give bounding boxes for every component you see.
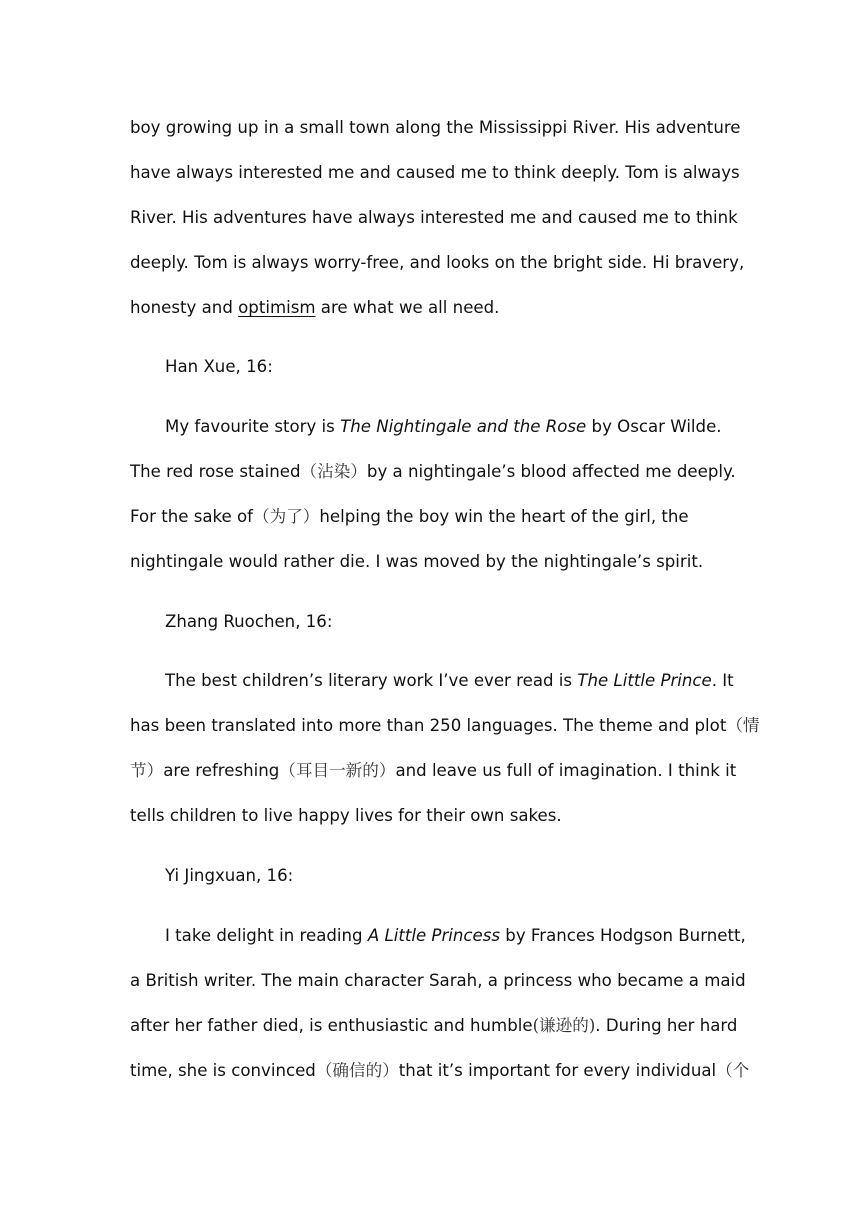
text-segment: are refreshing xyxy=(163,761,280,780)
text-segment: For the sake of xyxy=(130,507,254,526)
text-segment: . During her hard xyxy=(595,1016,738,1035)
paragraph-line: nightingale would rather die. I was moved by the nightingale’s spirit. xyxy=(130,552,704,571)
paragraph-line: have always interested me and caused me to think deeply. Tom is always xyxy=(130,163,740,182)
text-segment: honesty and xyxy=(130,298,239,317)
author-heading: Yi Jingxuan, 16: xyxy=(165,866,294,885)
book-title: The Nightingale and the Rose xyxy=(340,417,587,436)
chinese-gloss: （情 xyxy=(726,716,760,735)
text-segment: that it’s important for every individual xyxy=(398,1061,717,1080)
text-segment: by Frances Hodgson Burnett, xyxy=(500,926,746,945)
paragraph-line: tells children to live happy lives for their own sakes. xyxy=(130,806,562,825)
chinese-gloss: (谦逊的) xyxy=(532,1016,596,1035)
author-heading: Han Xue, 16: xyxy=(165,357,273,376)
paragraph-line: boy growing up in a small town along the Mississippi River. His adventure xyxy=(130,118,741,137)
text-segment: are what we all need. xyxy=(315,298,500,317)
chinese-gloss: （沾染） xyxy=(300,462,367,481)
text-segment: by a nightingale’s blood affected me deeply. xyxy=(366,462,736,481)
text-segment: has been translated into more than 250 languages. The theme and plot xyxy=(130,716,727,735)
text-segment: time, she is convinced xyxy=(130,1061,316,1080)
paragraph-line xyxy=(165,671,740,691)
text-segment: My favourite story is xyxy=(165,417,341,436)
text-segment: . It xyxy=(711,671,734,690)
paragraph-line xyxy=(165,417,740,437)
paragraph-line xyxy=(130,298,740,318)
author-heading: Zhang Ruochen, 16: xyxy=(165,612,333,631)
chinese-gloss: （为了） xyxy=(253,507,320,526)
text-segment: The red rose stained xyxy=(130,462,301,481)
paragraph-line xyxy=(130,1016,740,1036)
text-segment: after her father died, is enthusiastic and humble xyxy=(130,1016,533,1035)
book-title: The Little Prince xyxy=(577,671,712,690)
chinese-gloss: 节） xyxy=(130,761,164,780)
paragraph-line xyxy=(130,462,740,482)
paragraph-line xyxy=(130,1061,750,1081)
underlined-word: optimism xyxy=(238,298,316,317)
text-segment: The best children’s literary work I’ve ever read is xyxy=(165,671,578,690)
paragraph-line xyxy=(165,926,746,946)
paragraph-line: a British writer. The main character Sarah, a princess who became a maid xyxy=(130,971,746,990)
chinese-gloss: （个 xyxy=(716,1061,750,1080)
paragraph-line xyxy=(130,716,760,736)
book-title: A Little Princess xyxy=(367,926,501,945)
text-segment: and leave us full of imagination. I think it xyxy=(395,761,737,780)
chinese-gloss: （耳目一新的） xyxy=(279,761,396,780)
paragraph-line xyxy=(130,761,740,781)
paragraph-line xyxy=(130,507,740,527)
chinese-gloss: （确信的） xyxy=(315,1061,399,1080)
paragraph-line: deeply. Tom is always worry-free, and looks on the bright side. Hi bravery, xyxy=(130,253,745,272)
text-segment: helping the boy win the heart of the girl, the xyxy=(319,507,689,526)
text-segment: I take delight in reading xyxy=(165,926,368,945)
text-segment: by Oscar Wilde. xyxy=(586,417,722,436)
paragraph-line: River. His adventures have always interested me and caused me to think xyxy=(130,208,738,227)
